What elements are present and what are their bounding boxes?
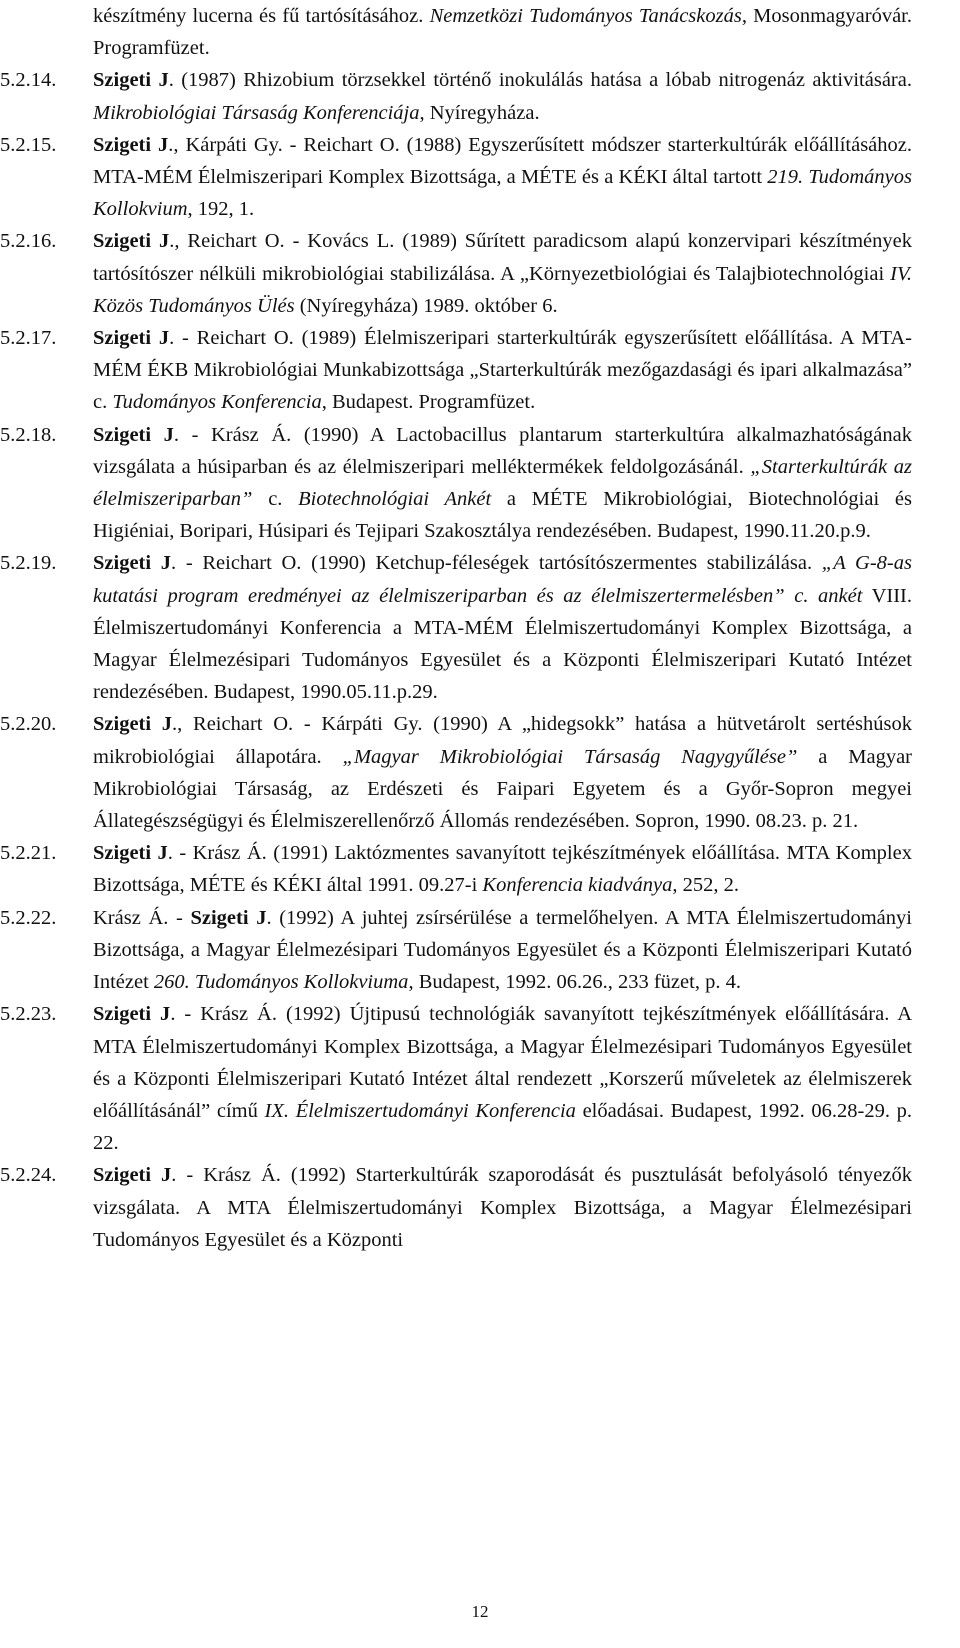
italic-title: Biotechnológiai Ankét (298, 488, 492, 511)
reference-entry (0, 708, 960, 837)
reference-entry (0, 322, 960, 419)
page-number: 12 (471, 1602, 489, 1621)
reference-body (93, 225, 912, 322)
reference-text: , Nyíregyháza. (419, 101, 540, 124)
reference-body (93, 837, 912, 901)
reference-body (93, 129, 912, 226)
italic-title: Konferencia kiadványa (482, 874, 673, 897)
reference-number: 5.2.16. (0, 230, 57, 253)
reference-text: , 192, 1. (187, 198, 255, 221)
author-highlight: Szigeti J (93, 1164, 172, 1187)
author-highlight: Szigeti J (93, 552, 172, 575)
reference-text: . (1987) Rhizobium törzsekkel történő inokulálás hatása a lóbab nitrogenáz aktivitására. (168, 69, 912, 92)
reference-text: ., Kárpáti Gy. - Reichart O. (1988) Egyszerűsített módszer starterkultúrák előállításához. MTA-MÉM Élelmiszeripari Komplex Bizottsága, a MÉTE és a KÉKI által tartott (93, 133, 912, 189)
reference-number: 5.2.17. (0, 327, 57, 350)
reference-text: . - Krász Á. (1992) Starterkultúrák szaporodását és pusztulását befolyásoló tényezők vizsgálata. A MTA Élelmiszertudományi Komplex Bizottsága, a Magyar Élelmezésipari Tudományos Egyesület és a Központi (93, 1164, 912, 1251)
reference-number: 5.2.18. (0, 423, 57, 446)
reference-body (93, 64, 912, 128)
reference-text: a Magyar Mikrobiológiai Társaság, az Erdészeti és Faipari Egyetem és a Győr-Sopron megyei Állategészségügyi és Élelmiszerellenőrző Állomás rendezésében. Sopron, 1990. 08.23. p. 21. (93, 745, 912, 833)
reference-body (93, 419, 912, 548)
reference-text: előadásai. Budapest, 1992. 06.28-29. p. 22. (93, 1099, 913, 1155)
italic-title: 219. Tudományos Kollokvium (93, 166, 912, 221)
reference-body (93, 322, 912, 419)
reference-entry (0, 998, 960, 1159)
italic-title: „Magyar Mikrobiológiai Társaság Nagygyűlése” (342, 745, 798, 768)
reference-text: , Mosonmagyaróvár. Programfüzet. (93, 5, 912, 60)
reference-text: , Budapest. Programfüzet. (321, 391, 536, 414)
reference-text: . - Reichart O. (1990) Ketchup-féleségek tartósítószermentes stabilizálása. (171, 552, 822, 575)
italic-title: Tudományos Konferencia (112, 391, 322, 414)
author-highlight: Szigeti J (93, 133, 169, 156)
author-highlight: Szigeti J (93, 842, 168, 865)
reference-entry (0, 64, 960, 128)
reference-entry (0, 129, 960, 226)
reference-text: . - Reichart O. (1989) Élelmiszeripari starterkultúrák egyszerűsített előállítása. A MTA-MÉM ÉKB Mikrobiológiai Munkabizottsága „Starterkultúrák mezőgazdasági és ipari alkalmazása” c. (93, 327, 912, 414)
author-highlight: Szigeti J (93, 69, 169, 92)
reference-entry (0, 547, 960, 708)
reference-text: ., Reichart O. - Kárpáti Gy. (1990) A „hidegsokk” hatása a hütvetárolt sertéshúsok mikrobiológiai állapotára. (93, 713, 912, 768)
reference-text: . - Krász Á. (1992) Újtipusú technológiák savanyított tejkészítmények előállítására. A MTA Élelmiszertudományi Komplex Bizottsága, a Magyar Élelmezésipari Tudományos Egyesület és a Központi Élelmiszeripari Kutató Intézet által rendezett „Korszerű műveletek az élelmiszerek előállításánál” című (93, 1003, 912, 1122)
reference-number: 5.2.15. (0, 133, 57, 156)
italic-title: IV. Közös Tudományos Ülés (93, 262, 912, 317)
author-highlight: Szigeti J (93, 713, 173, 736)
reference-text: ., Reichart O. - Kovács L. (1989) Sűrített paradicsom alapú konzervipari készítmények tartósítószer nélküli mikrobiológiai stabilizálása. A „Környezetbiológiai és Talajbiotechnológiai (93, 230, 912, 285)
reference-body (93, 1159, 912, 1256)
italic-title: Nemzetközi Tudományos Tanácskozás (429, 5, 742, 27)
author-highlight: Szigeti J (93, 327, 170, 350)
author-highlight: Szigeti J (93, 1003, 171, 1026)
reference-entry (0, 837, 960, 901)
reference-number: 5.2.24. (0, 1164, 57, 1187)
reference-text: . (1992) A juhtej zsírsérülése a termelőhelyen. A MTA Élelmiszertudományi Bizottsága, a Magyar Élelmezésipari Tudományos Egyesület és a Központi Élelmiszeripari Kutató Intézet (93, 906, 912, 994)
reference-text: c. (252, 488, 299, 511)
author-highlight: Szigeti J (93, 230, 170, 253)
reference-text: Krász Á. - (93, 906, 191, 929)
reference-text: (Nyíregyháza) 1989. október 6. (294, 294, 558, 317)
reference-body (93, 998, 912, 1159)
italic-title: „A G-8-as kutatási program eredményei az élelmiszeriparban és az élelmiszertermelésben” c. ankét (93, 552, 912, 607)
reference-number: 5.2.21. (0, 842, 57, 865)
reference-number: 5.2.22. (0, 906, 57, 929)
reference-text: . - Krász Á. (1991) Laktózmentes savanyított tejkészítmények előállítása. MTA Komplex Bizottsága, MÉTE és KÉKI által 1991. 09.27-i (93, 842, 912, 897)
reference-entry (0, 225, 960, 322)
continued-reference (0, 0, 960, 64)
italic-title: IX. Élelmiszertudományi Konferencia (264, 1099, 576, 1122)
author-highlight: Szigeti J (93, 423, 174, 446)
reference-text: készítmény lucerna és fű tartósításához. (93, 5, 430, 27)
reference-body (93, 902, 912, 999)
reference-text: a MÉTE Mikrobiológiai, Biotechnológiai és Higiéniai, Boripari, Húsipari és Tejipari Szakosztálya rendezésében. Budapest, 1990.11.20.p.9. (93, 488, 912, 543)
reference-text: , Budapest, 1992. 06.26., 233 füzet, p. 4. (408, 971, 741, 994)
reference-text: . - Krász Á. (1990) A Lactobacillus plantarum starterkultúra alkalmazhatóságának vizsgálata a húsiparban és az élelmiszeripari melléktermékek feldolgozásánál. (93, 423, 912, 478)
reference-text: , 252, 2. (672, 874, 739, 897)
italic-title: 260. Tudományos Kollokviuma (153, 971, 409, 994)
reference-number: 5.2.23. (0, 1003, 57, 1026)
reference-number: 5.2.20. (0, 713, 57, 736)
reference-body (93, 708, 912, 837)
italic-title: Mikrobiológiai Társaság Konferenciája (93, 101, 420, 124)
reference-entry (0, 1159, 960, 1256)
reference-entry (0, 902, 960, 999)
continued-reference-text (93, 0, 912, 64)
reference-entry (0, 419, 960, 548)
reference-body (93, 547, 912, 708)
italic-title: „Starterkultúrák az élelmiszeriparban” (93, 455, 912, 511)
reference-number: 5.2.14. (0, 69, 57, 92)
author-highlight: Szigeti J (190, 906, 267, 929)
reference-number: 5.2.19. (0, 552, 57, 575)
reference-text: VIII. Élelmiszertudományi Konferencia a MTA-MÉM Élelmiszertudományi Komplex Bizottsága, a Magyar Élelmezésipari Tudományos Egyesület és a Központi Élelmiszeripari Kutató Intézet rendezésében. Budapest, 1990.05.11.p.29. (93, 584, 913, 704)
